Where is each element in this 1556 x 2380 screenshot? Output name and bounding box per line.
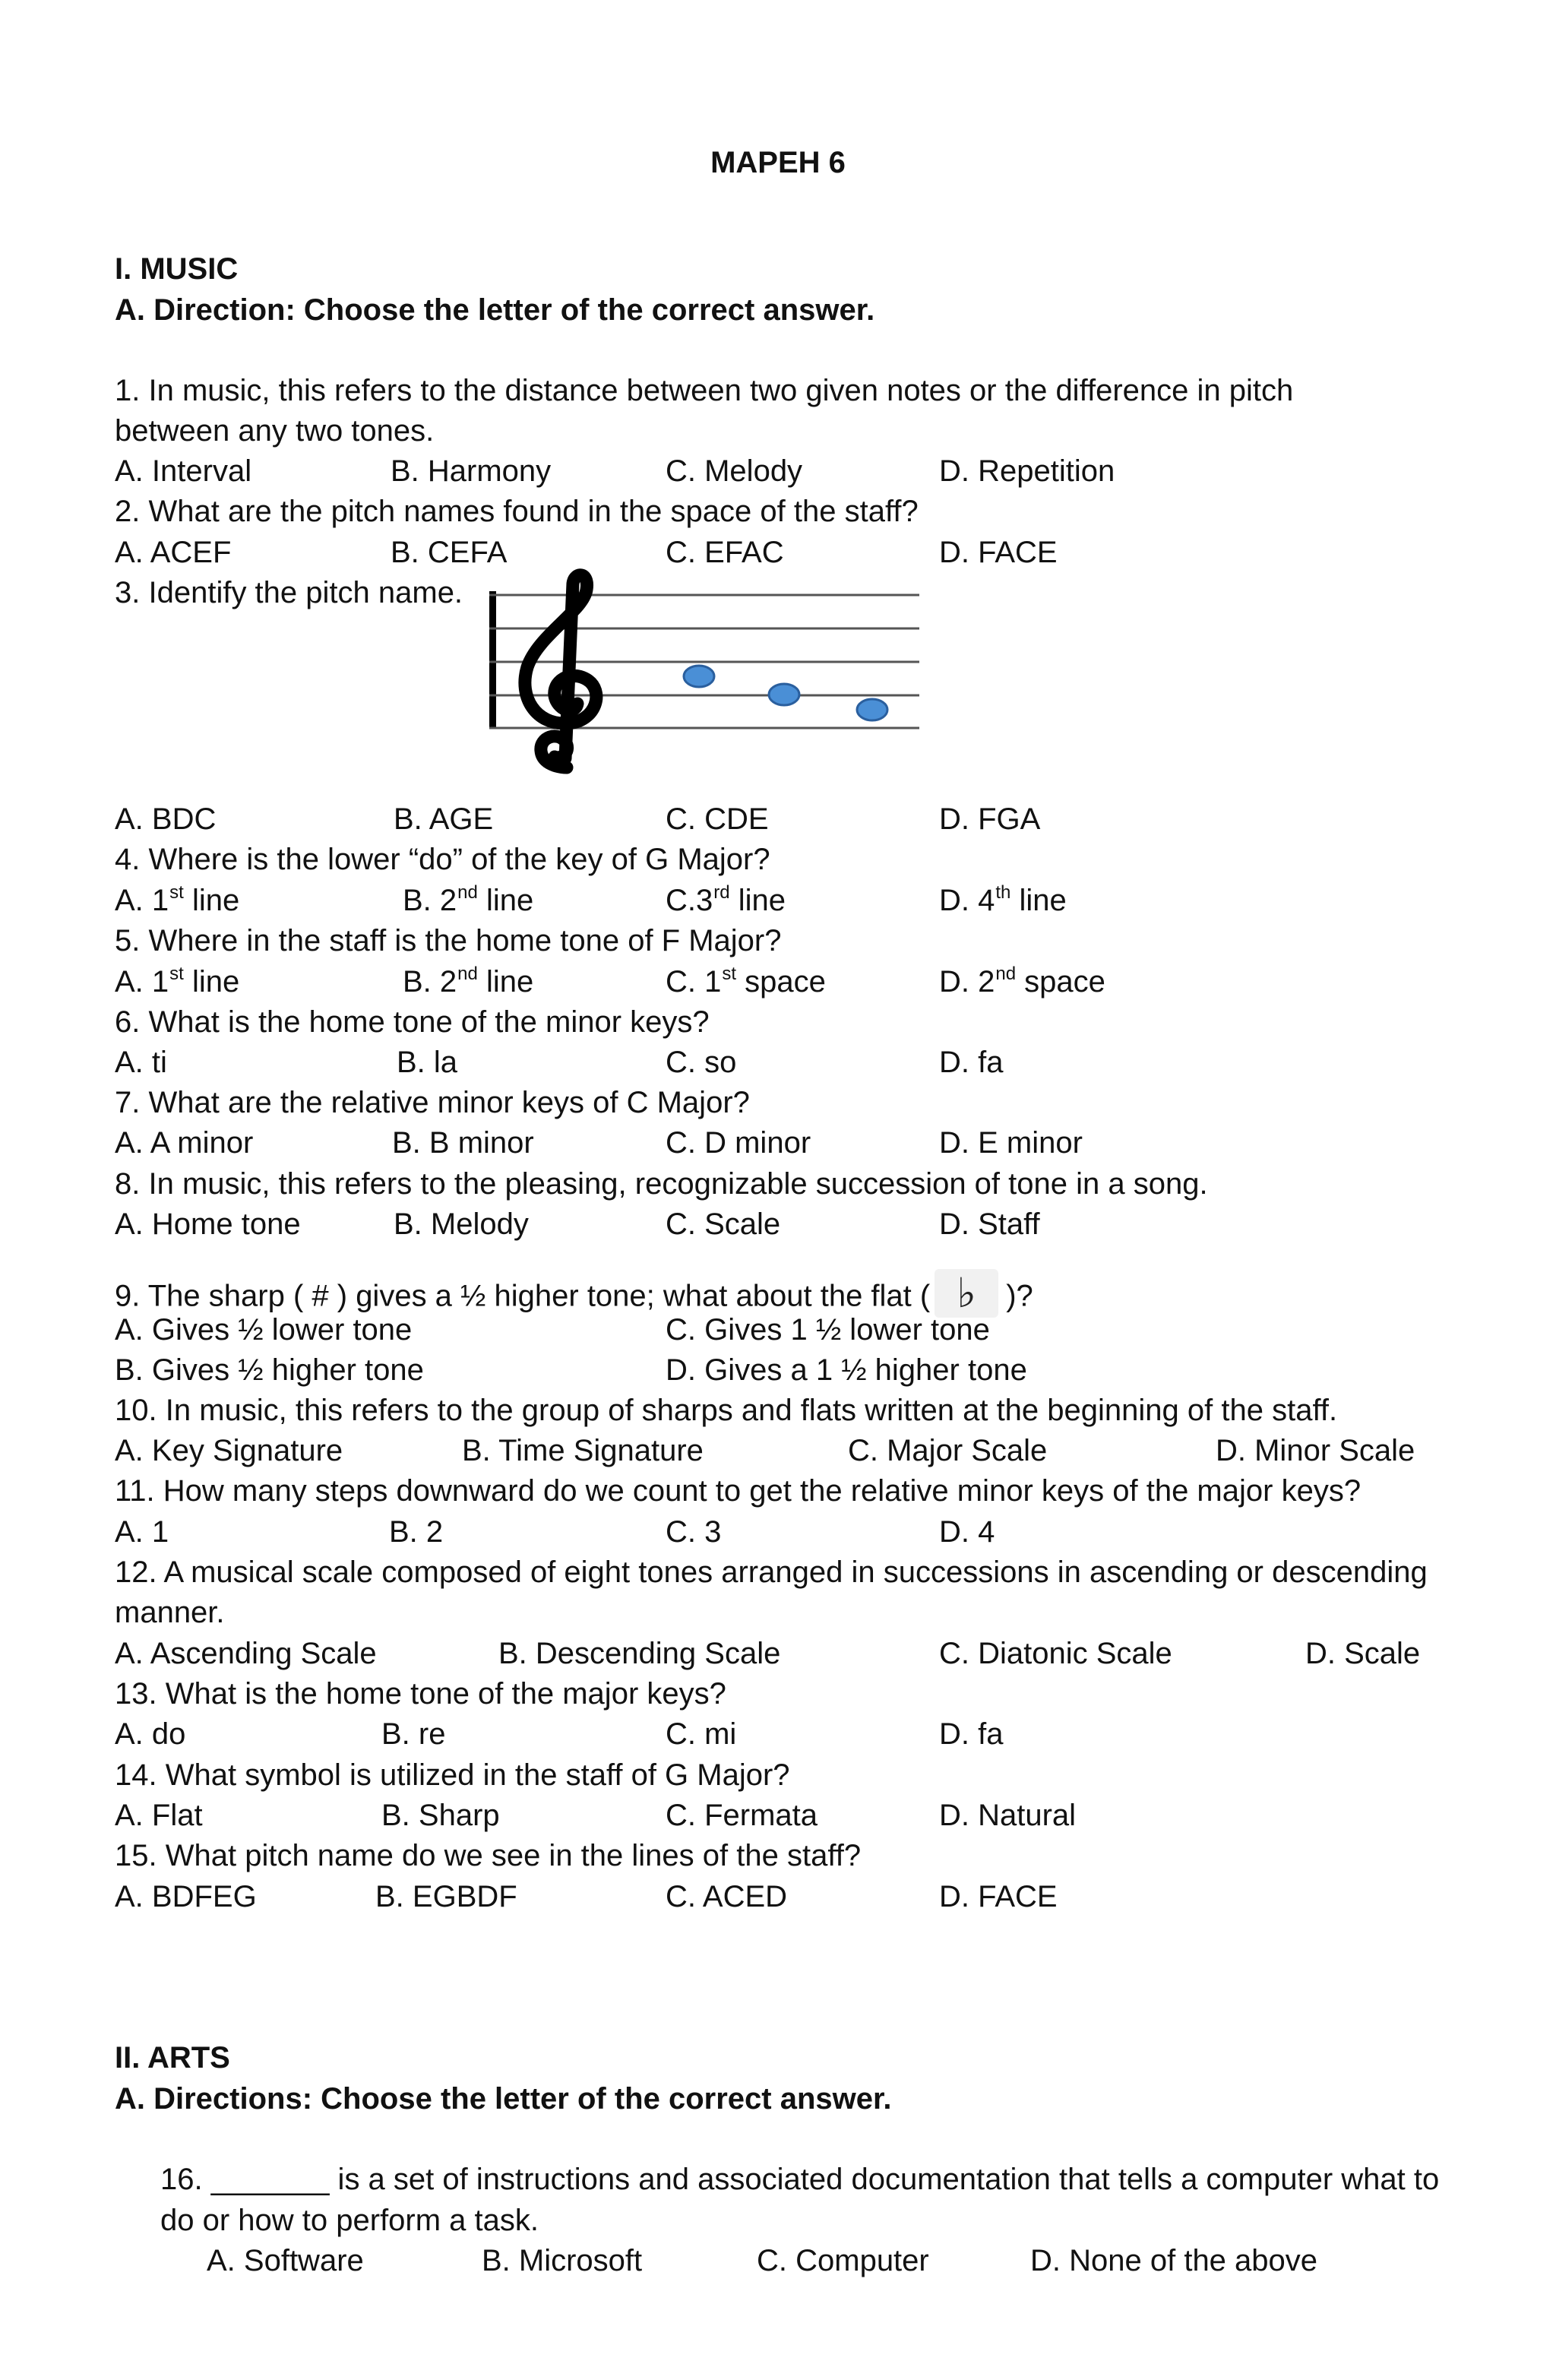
q15-option-c: C. ACED <box>666 1880 788 1913</box>
arts-direction: A. Directions: Choose the letter of the correct answer. <box>115 2082 892 2116</box>
q10-option-a: A. Key Signature <box>115 1434 343 1467</box>
question-13-text: 13. What is the home tone of the major keys? <box>115 1677 726 1711</box>
question-4-text: 4. Where is the lower “do” of the key of G Major? <box>115 843 770 876</box>
q3-option-b: B. AGE <box>394 802 494 836</box>
q15-option-d: D. FACE <box>939 1880 1058 1913</box>
q8-option-d: D. Staff <box>939 1207 1040 1241</box>
q6-option-b: B. la <box>397 1046 458 1079</box>
flat-symbol-icon: ♭ <box>935 1269 998 1318</box>
q5-option-a: A. 1st line <box>115 964 240 999</box>
q4-option-d: D. 4th line <box>939 882 1067 917</box>
q3-option-d: D. FGA <box>939 802 1041 836</box>
question-11-text: 11. How many steps downward do we count to get the relative minor keys of the major keys? <box>115 1474 1362 1508</box>
question-2-text: 2. What are the pitch names found in the space of the staff? <box>115 495 919 528</box>
q7-option-b: B. B minor <box>392 1126 534 1160</box>
question-8-text: 8. In music, this refers to the pleasing, recognizable succession of tone in a song. <box>115 1167 1208 1201</box>
q6-option-a: A. ti <box>115 1046 167 1079</box>
q14-option-c: C. Fermata <box>666 1799 818 1832</box>
question-12-text: 12. A musical scale composed of eight tones arranged in successions in ascending or descending <box>115 1556 1428 1589</box>
q16-option-b: B. Microsoft <box>482 2244 643 2277</box>
q10-option-b: B. Time Signature <box>462 1434 704 1467</box>
q15-option-a: A. BDFEG <box>115 1880 257 1913</box>
q8-option-a: A. Home tone <box>115 1207 301 1241</box>
q13-option-d: D. fa <box>939 1717 1004 1751</box>
question-15-text: 15. What pitch name do we see in the lines of the staff? <box>115 1839 862 1872</box>
q13-option-b: B. re <box>381 1717 446 1751</box>
music-heading: I. MUSIC <box>115 252 239 286</box>
q16-option-a: A. Software <box>207 2244 364 2277</box>
q10-option-c: C. Major Scale <box>848 1434 1048 1467</box>
q8-option-c: C. Scale <box>666 1207 781 1241</box>
q1-option-a: A. Interval <box>115 454 252 488</box>
q7-option-c: C. D minor <box>666 1126 811 1160</box>
q5-option-b: B. 2nd line <box>403 964 534 999</box>
q12-option-a: A. Ascending Scale <box>115 1637 377 1670</box>
q1-option-c: C. Melody <box>666 454 803 488</box>
q11-option-c: C. 3 <box>666 1515 722 1549</box>
q10-option-d: D. Minor Scale <box>1216 1434 1415 1467</box>
q4-option-a: A. 1st line <box>115 882 240 917</box>
q9-option-d: D. Gives a 1 ½ higher tone <box>666 1353 1027 1387</box>
question-1-text-cont: between any two tones. <box>115 414 435 448</box>
q2-option-b: B. CEFA <box>391 536 508 569</box>
music-direction: A. Direction: Choose the letter of the correct answer. <box>115 293 875 327</box>
q4-option-b: B. 2nd line <box>403 882 534 917</box>
q14-option-d: D. Natural <box>939 1799 1077 1832</box>
q13-option-c: C. mi <box>666 1717 737 1751</box>
question-10-text: 10. In music, this refers to the group of sharps and flats written at the beginning of the staff. <box>115 1394 1338 1427</box>
question-9-text: 9. The sharp ( # ) gives a ½ higher tone; what about the flat ( ♭ )? <box>115 1269 1033 1317</box>
q11-option-a: A. 1 <box>115 1515 169 1549</box>
question-16-text: 16. _______ is a set of instructions and associated documentation that tells a computer what to <box>160 2163 1440 2196</box>
q7-option-d: D. E minor <box>939 1126 1083 1160</box>
q9-option-a: A. Gives ½ lower tone <box>115 1313 413 1347</box>
q2-option-c: C. EFAC <box>666 536 784 569</box>
question-14-text: 14. What symbol is utilized in the staff of G Major? <box>115 1758 790 1792</box>
q6-option-d: D. fa <box>939 1046 1004 1079</box>
question-3-text: 3. Identify the pitch name. <box>115 576 463 609</box>
q16-option-c: C. Computer <box>757 2244 929 2277</box>
q13-option-a: A. do <box>115 1717 186 1751</box>
arts-heading: II. ARTS <box>115 2041 230 2075</box>
q2-option-a: A. ACEF <box>115 536 232 569</box>
q2-option-d: D. FACE <box>939 536 1058 569</box>
q11-option-b: B. 2 <box>389 1515 444 1549</box>
question-1-text: 1. In music, this refers to the distance between two given notes or the difference in pitch <box>115 374 1294 407</box>
q12-option-d: D. Scale <box>1305 1637 1421 1670</box>
q3-option-c: C. CDE <box>666 802 769 836</box>
q11-option-d: D. 4 <box>939 1515 995 1549</box>
q5-option-c: C. 1st space <box>666 964 826 999</box>
q3-option-a: A. BDC <box>115 802 217 836</box>
q7-option-a: A. A minor <box>115 1126 254 1160</box>
treble-clef-staff-icon <box>483 568 924 778</box>
q15-option-b: B. EGBDF <box>375 1880 517 1913</box>
q12-option-c: C. Diatonic Scale <box>939 1637 1172 1670</box>
question-12-text-cont: manner. <box>115 1596 225 1629</box>
question-5-text: 5. Where in the staff is the home tone of F Major? <box>115 924 782 957</box>
q8-option-b: B. Melody <box>394 1207 529 1241</box>
q5-option-d: D. 2nd space <box>939 964 1105 999</box>
q9-option-c: C. Gives 1 ½ lower tone <box>666 1313 990 1347</box>
q12-option-b: B. Descending Scale <box>498 1637 781 1670</box>
question-16-text-cont: do or how to perform a task. <box>160 2204 539 2237</box>
q4-option-c: C.3rd line <box>666 882 786 917</box>
question-6-text: 6. What is the home tone of the minor keys? <box>115 1005 710 1039</box>
q1-option-b: B. Harmony <box>391 454 552 488</box>
q9-option-b: B. Gives ½ higher tone <box>115 1353 424 1387</box>
q1-option-d: D. Repetition <box>939 454 1115 488</box>
q16-option-d: D. None of the above <box>1030 2244 1318 2277</box>
q14-option-a: A. Flat <box>115 1799 203 1832</box>
question-7-text: 7. What are the relative minor keys of C Major? <box>115 1086 750 1119</box>
q14-option-b: B. Sharp <box>381 1799 500 1832</box>
page-title: MAPEH 6 <box>710 146 846 179</box>
q6-option-c: C. so <box>666 1046 737 1079</box>
